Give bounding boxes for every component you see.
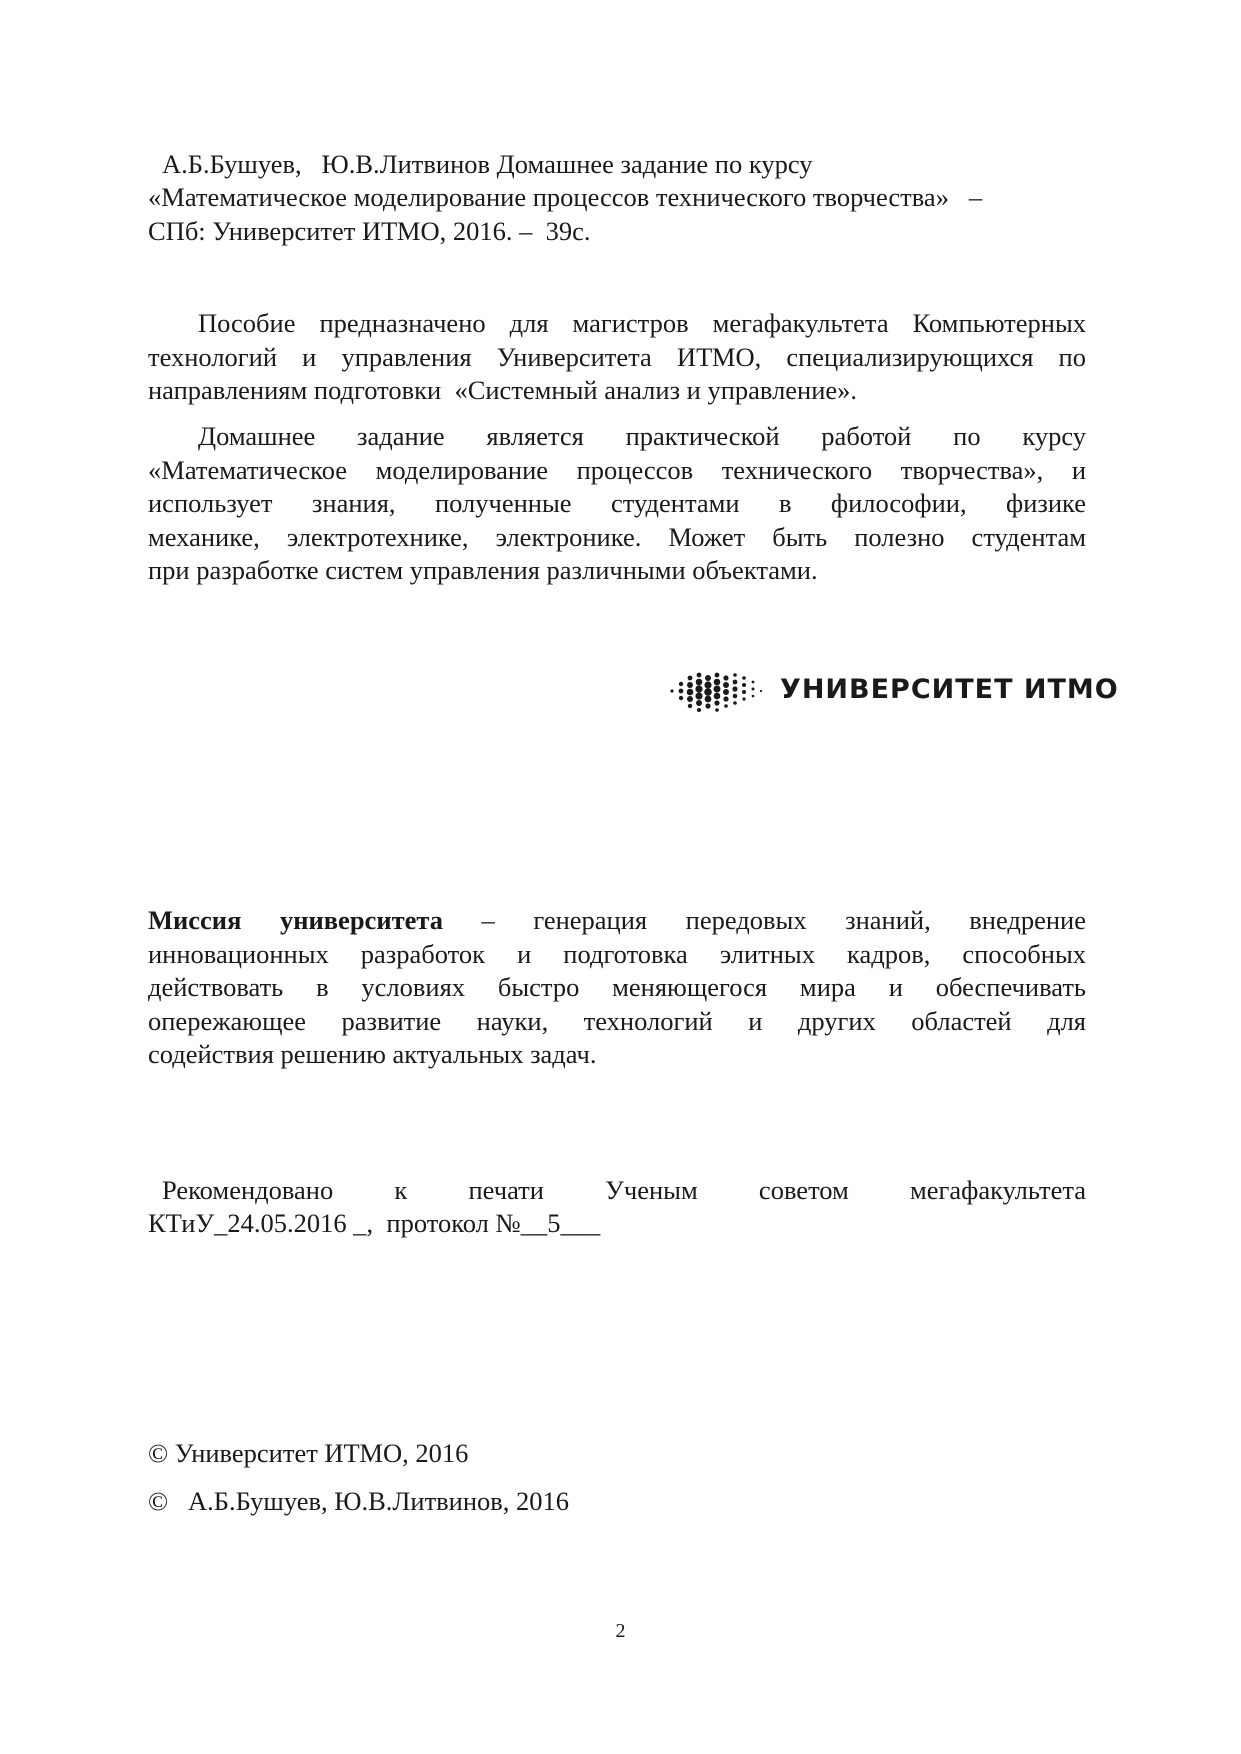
page-number: 2 — [615, 1620, 626, 1642]
mission-line-1-rest: – генерация передовых знаний, внедрение — [442, 905, 1086, 935]
abstract-p1-line-2: технологий и управления Университета ИТМО, специализирующихся по — [148, 341, 1086, 372]
recommendation — [148, 1207, 1086, 1241]
mission-line-2: инновационных разработок и подготовка элитных кадров, способных — [148, 938, 1086, 969]
recommendation-line-2: КТиУ_24.05.2016 _, протокол №__5___ — [148, 1208, 601, 1238]
abstract-paragraph-1 — [148, 307, 1086, 408]
abstract-p2-line-2: «Математическое моделирование процессов технического творчества», и — [148, 454, 1086, 485]
logo-wordmark: УНИВЕРСИТЕТ ИТМО — [780, 674, 1119, 705]
abstract-p1-line-3: направлениям подготовки «Системный анализ и управление». — [148, 375, 858, 405]
abstract-p2-line-3: использует знания, полученные студентами в философии, физике — [148, 488, 1086, 518]
copyright-line-1: © Университет ИТМО, 2016 — [148, 1438, 469, 1468]
mission-line-3: действовать в условиях быстро меняющегося мира и обеспечивать — [148, 972, 1086, 1002]
citation-line-3: СПб: Университет ИТМО, 2016. – 39с. — [148, 215, 591, 246]
abstract-p2-line-5: при разработке систем управления различными объектами. — [148, 555, 818, 585]
copyright-1 — [148, 1437, 1086, 1471]
recommendation-line-1-wrap — [162, 1174, 1086, 1208]
citation-line-2: «Математическое моделирование процессов технического творчества» – — [148, 182, 983, 212]
mission-line-4: опережающее развитие науки, технологий и других областей для — [148, 1005, 1086, 1036]
mission-title: Миссия университета — [148, 905, 443, 935]
abstract-p2-line-1: Домашнее задание является практической работой по курсу — [198, 421, 1086, 451]
copyright-2 — [148, 1485, 1086, 1519]
citation-line-1: А.Б.Бушуев, Ю.В.Литвинов Домашнее задание по курсу — [162, 149, 813, 179]
mission-line-1 — [148, 904, 1086, 938]
recommendation-line-1: Рекомендовано к печати Ученым советом мегафакультета — [162, 1175, 1086, 1205]
abstract-p2-line-4: механике, электротехнике, электронике. Может быть полезно студентам — [148, 521, 1086, 552]
citation-cont — [148, 181, 1086, 248]
mission-paragraph — [148, 904, 1086, 1072]
copyright-line-2: © А.Б.Бушуев, Ю.В.Литвинов, 2016 — [148, 1486, 570, 1516]
itmo-dots-logo-icon — [668, 666, 768, 716]
abstract-paragraph-2 — [148, 420, 1086, 588]
citation — [162, 148, 1086, 182]
university-logo — [668, 666, 1119, 716]
abstract-p1-line-1: Пособие предназначено для магистров мегафакультета Компьютерных — [198, 308, 1086, 338]
mission-line-5: содействия решению актуальных задач. — [148, 1039, 597, 1069]
